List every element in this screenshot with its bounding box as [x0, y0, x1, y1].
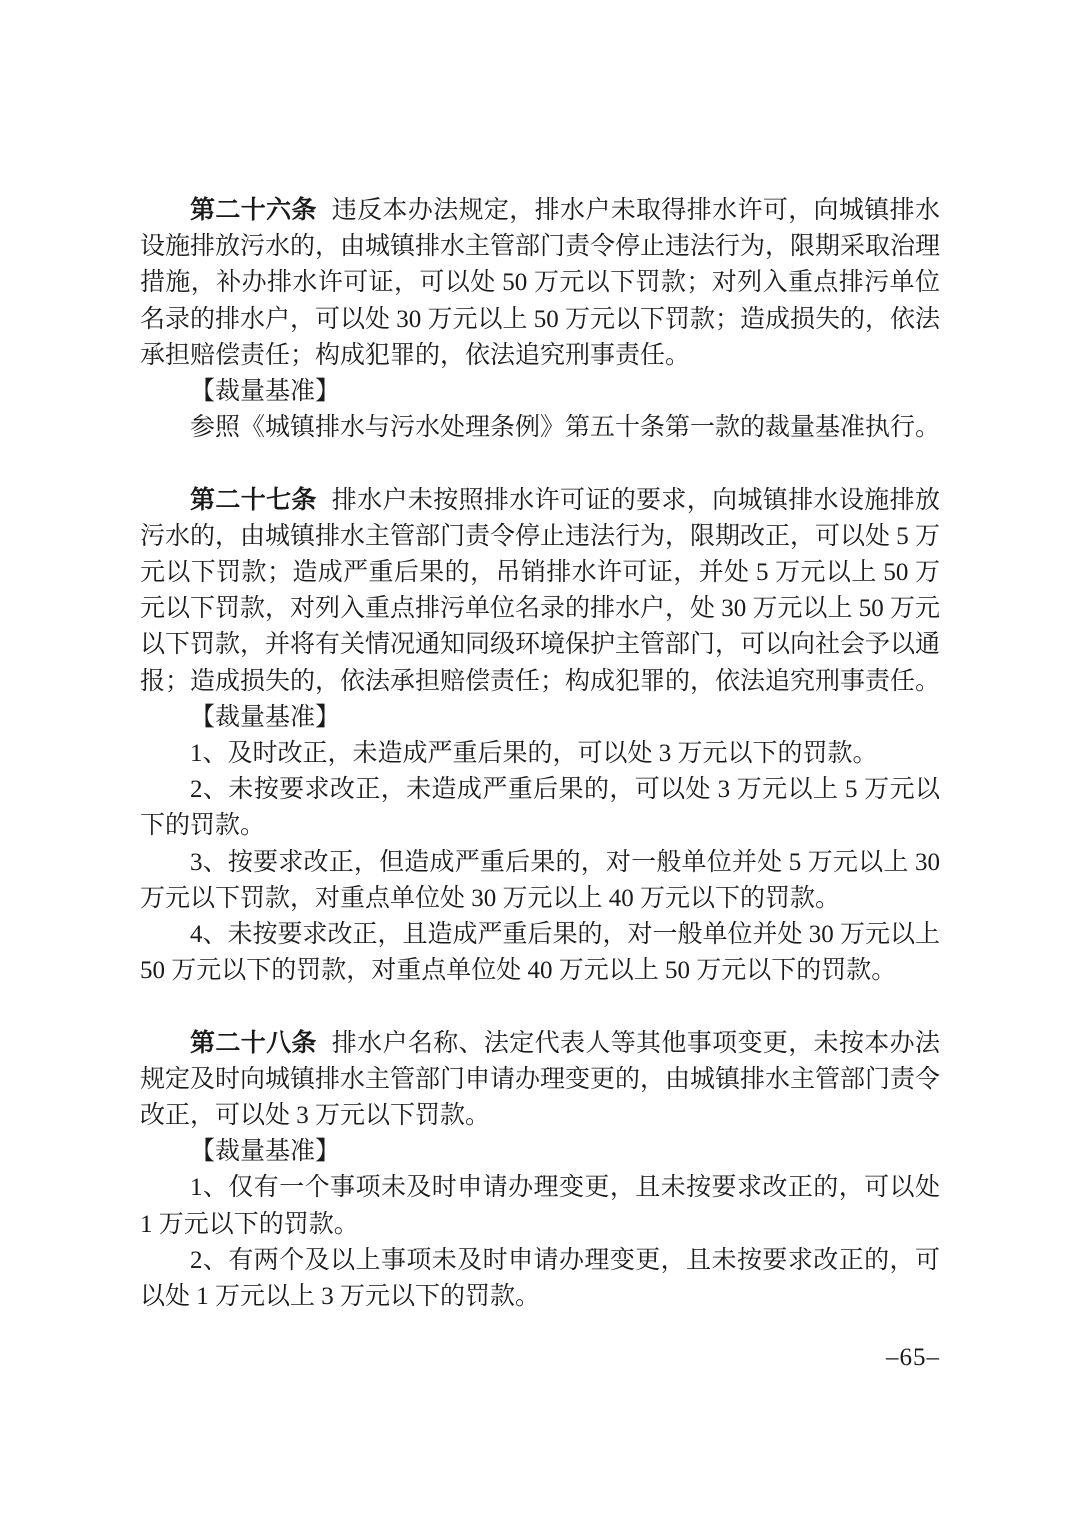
article-28-number: 第二十八条 [190, 1029, 317, 1057]
discretion-item-28-2: 2、有两个及以上事项未及时申请办理变更，且未按要求改正的，可以处 1 万元以上 3 万元以下的罚款。 [140, 1246, 940, 1311]
article-26-text: 违反本办法规定，排水户未取得排水许可，向城镇排水设施排放污水的，由城镇排水主管部门责令停止违法行为，限期采取治理措施，补办排水许可证，可以处 50 万元以下罚款；对列入重点排污单位名录的排水户，可以处 30 万元以上 50 万元以下罚款；造成损失的，依法承担赔偿责任；构成犯罪的，依法追究刑事责任。 [140, 197, 941, 369]
document-body [140, 193, 940, 1315]
discretion-item-27-1: 1、及时改正，未造成严重后果的，可以处 3 万元以下的罚款。 [190, 740, 878, 768]
article-26-number: 第二十六条 [190, 197, 317, 224]
discretion-item-27-4: 4、未按要求改正，且造成严重后果的，对一般单位并处 30 万元以上 50 万元以下的罚款，对重点单位处 40 万元以上 50 万元以下的罚款。 [140, 921, 941, 985]
discretion-basis-heading-27: 【裁量基准】 [190, 703, 341, 731]
discretion-basis-heading-26: 【裁量基准】 [190, 378, 341, 406]
discretion-item-27-3: 3、按要求改正，但造成严重后果的，对一般单位并处 5 万元以上 30 万元以下罚款，对重点单位处 30 万元以上 40 万元以下的罚款。 [140, 848, 940, 912]
page-number: –65– [886, 1344, 940, 1371]
article-26-paragraph [140, 193, 940, 374]
discretion-item-28-1: 1、仅有一个事项未及时申请办理变更，且未按要求改正的，可以处 1 万元以下的罚款。 [140, 1174, 940, 1238]
discretion-reference-26: 参照《城镇排水与污水处理条例》第五十条第一款的裁量基准执行。 [190, 414, 941, 442]
article-27-number: 第二十七条 [190, 486, 317, 514]
discretion-basis-heading-28: 【裁量基准】 [190, 1138, 341, 1166]
article-27-text: 排水户未按照排水许可证的要求，向城镇排水设施排放污水的，由城镇排水主管部门责令停止违法行为，限期改正，可以处 5 万元以下罚款；造成严重后果的，吊销排水许可证，并处 5 万元以上 50 万元以下罚款，对列入重点排污单位名录的排水户，处 30 万元以上 50 万元以下罚款，并将有关情况通知同级环境保护主管部门，可以向社会予以通报；造成损失的，依法承担赔偿责任；构成犯罪的，依法追究刑事责任。 [140, 486, 941, 695]
discretion-item-27-2: 2、未按要求改正，未造成严重后果的，可以处 3 万元以上 5 万元以下的罚款。 [140, 776, 940, 840]
article-28-paragraph [140, 1026, 940, 1135]
article-28-text: 排水户名称、法定代表人等其他事项变更，未按本办法规定及时向城镇排水主管部门申请办理变更的，由城镇排水主管部门责令改正，可以处 3 万元以下罚款。 [140, 1029, 941, 1130]
article-27-paragraph [140, 483, 940, 700]
